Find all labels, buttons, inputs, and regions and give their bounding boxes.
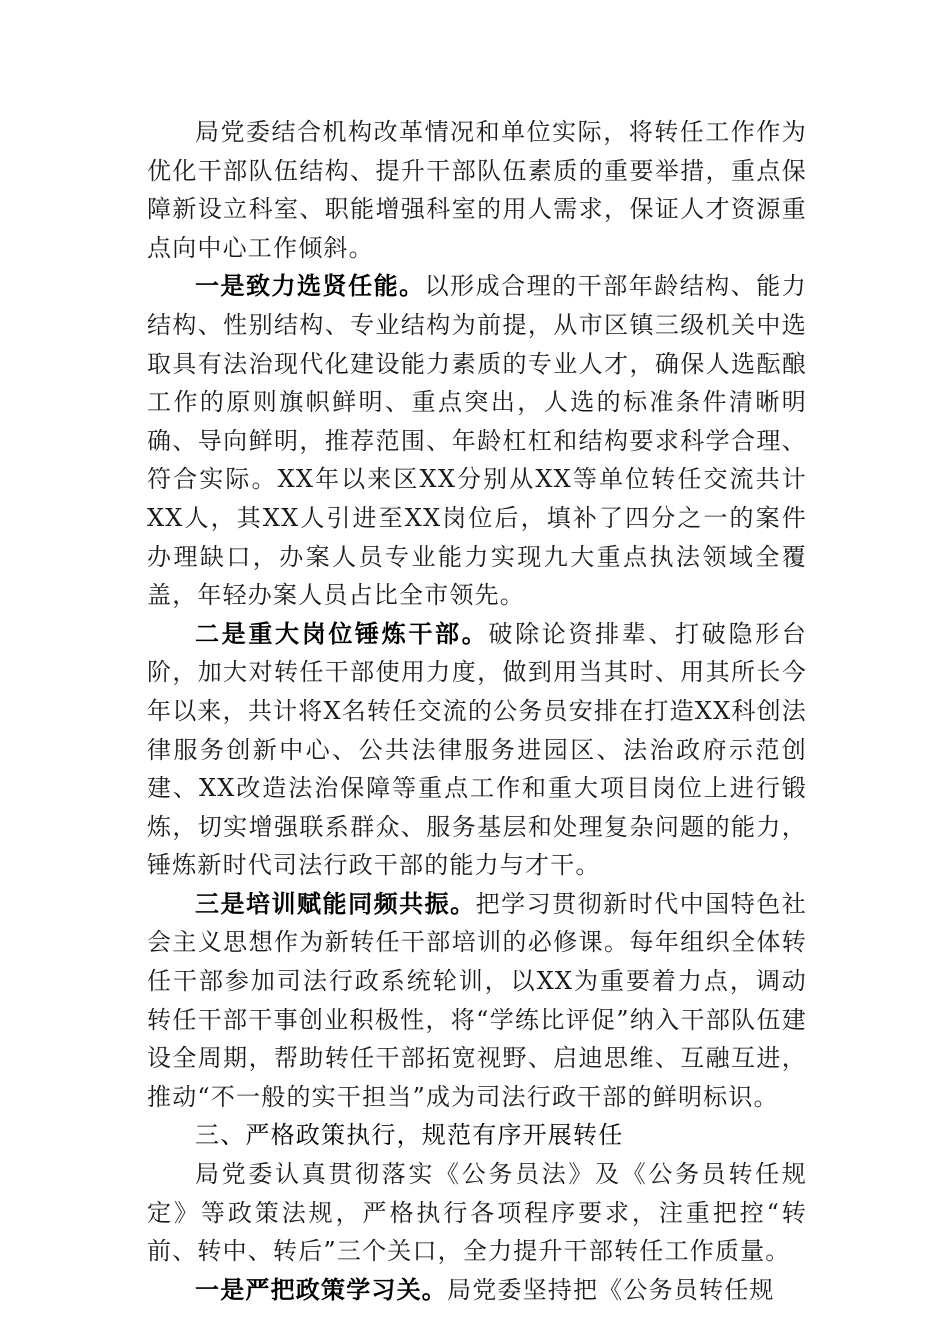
paragraph-lead: 一是致力选贤任能。 xyxy=(195,272,425,301)
point-one-paragraph xyxy=(147,267,807,614)
paragraph-text: 局党委坚持把《公务员转任规 xyxy=(447,1275,775,1304)
section-heading: 三、严格政策执行，规范有序开展转任 xyxy=(195,1121,624,1150)
section-point-one-paragraph xyxy=(147,1271,807,1310)
point-three-paragraph xyxy=(147,885,807,1117)
paragraph-lead: 二是重大岗位锤炼干部。 xyxy=(195,619,489,648)
intro-paragraph xyxy=(147,113,807,267)
paragraph-text: 局党委结合机构改革情况和单位实际，将转任工作作为优化干部队伍结构、提升干部队伍素质的重要举措，重点保障新设立科室、职能增强科室的用人需求，保证人才资源重点向中心工作倾斜。 xyxy=(147,118,807,262)
paragraph-text: 以形成合理的干部年龄结构、能力结构、性别结构、专业结构为前提，从市区镇三级机关中选取具有法治现代化建设能力素质的专业人才，确保人选酝酿工作的原则旗帜鲜明、重点突出，人选的标准条件清晰明确、导向鲜明，推荐范围、年龄杠杠和结构要求科学合理、符合实际。XX年以来区XX分别从XX等单位转任交流共计XX人，其XX人引进至XX岗位后，填补了四分之一的案件办理缺口，办案人员专业能力实现九大重点执法领域全覆盖，年轻办案人员占比全市领先。 xyxy=(147,272,807,610)
section-intro-paragraph xyxy=(147,1155,807,1271)
paragraph-text: 破除论资排辈、打破隐形台阶，加大对转任干部使用力度，做到用当其时、用其所长今年以来，共计将X名转任交流的公务员安排在打造XX科创法律服务创新中心、公共法律服务进园区、法治政府示范创建、XX改造法治保障等重点工作和重大项目岗位上进行锻炼，切实增强联系群众、服务基层和处理复杂问题的能力，锤炼新时代司法行政干部的能力与才干。 xyxy=(147,619,808,880)
paragraph-lead: 三是培训赋能同频共振。 xyxy=(195,889,476,918)
paragraph-text: 局党委认真贯彻落实《公务员法》及《公务员转任规定》等政策法规，严格执行各项程序要求，注重把控“转前、转中、转后”三个关口，全力提升干部转任工作质量。 xyxy=(147,1160,807,1266)
paragraph-lead: 一是严把政策学习关。 xyxy=(195,1275,447,1304)
point-two-paragraph xyxy=(147,615,807,885)
document-body xyxy=(147,113,807,1309)
paragraph-text: 把学习贯彻新时代中国特色社会主义思想作为新转任干部培训的必修课。每年组织全体转任干部参加司法行政系统轮训，以XX为重要着力点，调动转任干部干事创业积极性，将“学练比评促”纳入干部队伍建设全周期，帮助转任干部拓宽视野、启迪思维、互融互进，推动“不一般的实干担当”成为司法行政干部的鲜明标识。 xyxy=(147,889,807,1111)
